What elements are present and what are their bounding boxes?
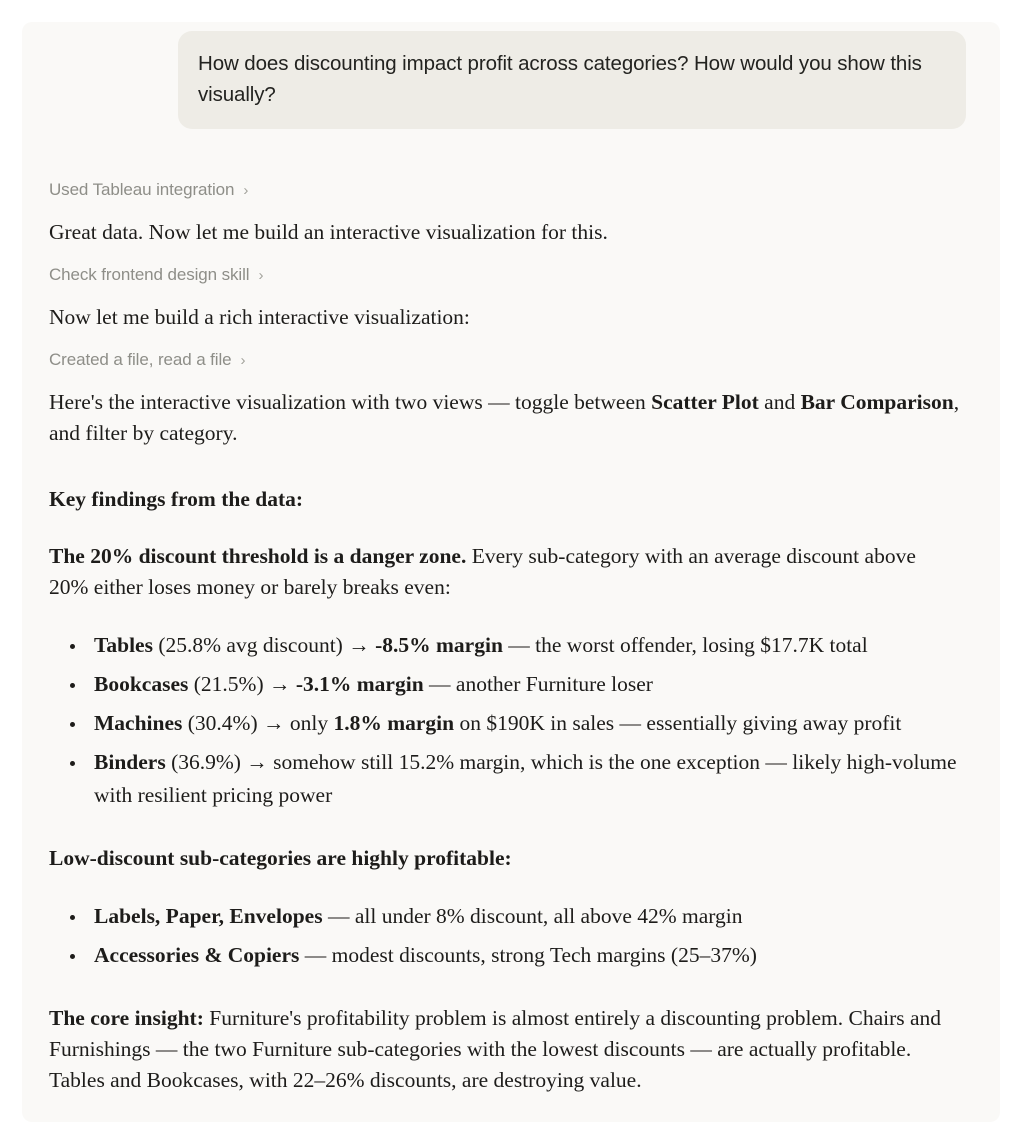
spacer (49, 615, 960, 629)
intro-bold-scatter-plot: Scatter Plot (651, 390, 759, 414)
bullet-metric: -8.5% margin (375, 633, 503, 657)
bullet-subcategory-name: Machines (94, 711, 183, 735)
bullet-metric: 1.8% margin (333, 711, 455, 735)
danger-zone-rest: Every sub-category with an average discount above 20% either loses money or barely breaks even: (49, 544, 916, 599)
list-item (49, 629, 960, 662)
key-findings-heading: Key findings from the data: (49, 487, 304, 511)
bullet-detail: (25.8% avg discount) → (152, 633, 376, 657)
intro-part-2: and (758, 390, 801, 414)
list-item (49, 707, 960, 740)
bullet-subcategory-name: Binders (94, 750, 166, 774)
user-message-text: How does discounting impact profit across categories? How would you show this visually? (198, 52, 922, 106)
tool-use-tableau-integration[interactable] (49, 177, 248, 203)
bullet-tail: on $190K in sales — essentially giving away profit (454, 711, 902, 735)
bullet-tail: — the worst offender, losing $17.7K total (502, 633, 868, 657)
danger-zone-paragraph (49, 541, 960, 603)
core-insight-lead: The core insight: (49, 1006, 204, 1030)
spacer (49, 527, 960, 541)
intro-paragraph (49, 387, 960, 449)
user-message-row (22, 22, 1000, 129)
tool-use-label: Check frontend design skill (49, 265, 250, 284)
core-insight-paragraph (49, 1003, 960, 1096)
assistant-message (22, 177, 1000, 1096)
bullet-detail: (21.5%) → (188, 672, 296, 696)
spacer (49, 886, 960, 900)
bullet-detail: — modest discounts, strong Tech margins (25–37%) (299, 943, 757, 967)
intro-part-3: , and filter by category. (49, 390, 960, 445)
bullet-detail: (36.9%) → somehow still 15.2% margin, which is the one exception — likely high-volume with resilient pricing power (94, 750, 957, 807)
bullet-subcategory-name: Labels, Paper, Envelopes (94, 904, 323, 928)
spacer (49, 982, 960, 1003)
danger-zone-lead: The 20% discount threshold is a danger zone. (49, 544, 467, 568)
bullet-tail: — another Furniture loser (423, 672, 653, 696)
list-item (49, 668, 960, 701)
spacer (49, 822, 960, 843)
bullet-detail: (30.4%) → only (182, 711, 334, 735)
user-message-bubble (178, 31, 966, 129)
bullet-detail: — all under 8% discount, all above 42% margin (322, 904, 743, 928)
assistant-paragraph-great-data: Great data. Now let me build an interactive visualization for this. (49, 220, 608, 244)
chevron-right-icon: › (240, 351, 246, 369)
conversation-panel (22, 22, 1000, 1122)
intro-part-1: Here's the interactive visualization with two views — toggle between (49, 390, 652, 414)
low-discount-bullet-list (49, 900, 960, 972)
tool-use-label: Created a file, read a file (49, 350, 232, 369)
core-insight-rest: Furniture's profitability problem is almost entirely a discounting problem. Chairs and Furnishings — the two Furniture sub-categories with the lowest discounts — are actually profitable. Tables and Bookcases, with 22–26% discounts, are destroying value. (49, 1006, 942, 1092)
bullet-subcategory-name: Bookcases (94, 672, 189, 696)
intro-bold-bar-comparison: Bar Comparison (800, 390, 954, 414)
bullet-subcategory-name: Accessories & Copiers (94, 943, 300, 967)
bullet-subcategory-name: Tables (94, 633, 153, 657)
list-item (49, 939, 960, 972)
bullet-metric: -3.1% margin (295, 672, 424, 696)
list-item (49, 900, 960, 933)
low-discount-heading: Low-discount sub-categories are highly profitable: (49, 846, 512, 870)
tool-use-frontend-design-skill[interactable] (49, 262, 263, 288)
chevron-right-icon: › (243, 181, 249, 199)
assistant-paragraph-rich-visualization: Now let me build a rich interactive visualization: (49, 305, 470, 329)
tool-use-label: Used Tableau integration (49, 180, 235, 199)
spacer (49, 463, 960, 484)
chevron-right-icon: › (258, 266, 264, 284)
tool-use-created-read-file[interactable] (49, 347, 245, 373)
list-item (49, 746, 960, 812)
danger-zone-bullet-list (49, 629, 960, 812)
